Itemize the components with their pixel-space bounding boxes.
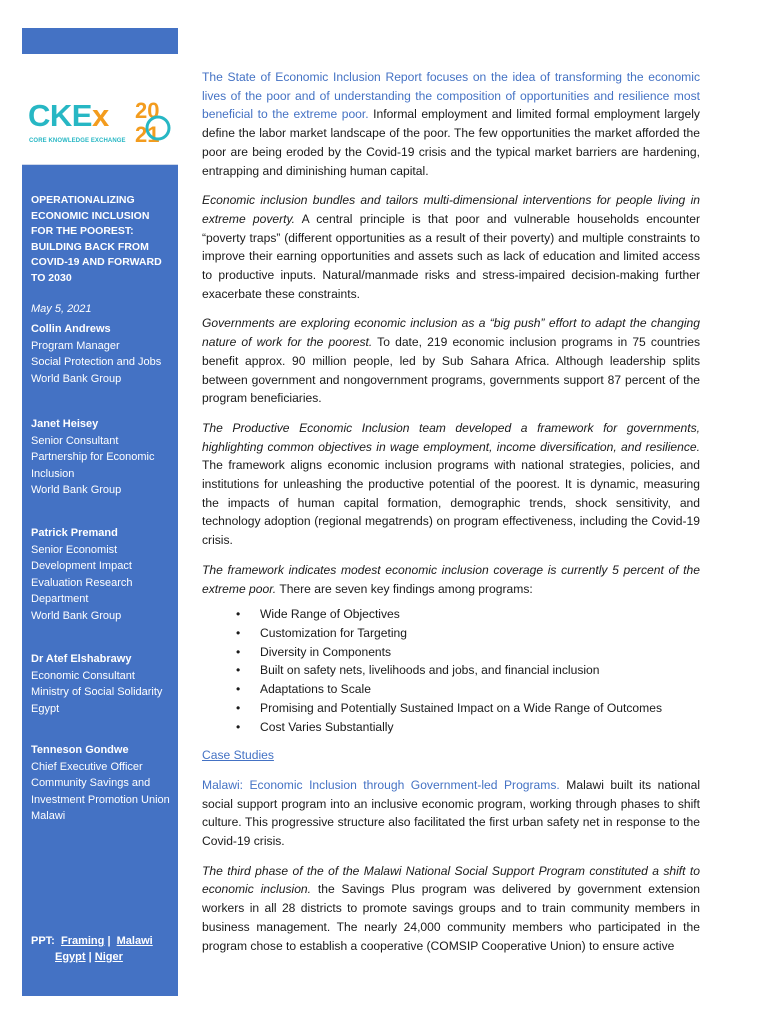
paragraph-coverage: The framework indicates modest economic inclusion coverage is currently 5 percent of the extreme poor. There are seven key findings among programs: bbox=[202, 562, 700, 596]
ppt-link-framing[interactable]: Framing bbox=[60, 935, 105, 947]
list-item: • Diversity in Components bbox=[202, 643, 700, 662]
logo-year-mark bbox=[134, 98, 174, 152]
svg-text:20: 20 bbox=[135, 98, 160, 123]
logo-wordmark: CKEx bbox=[28, 98, 109, 133]
paragraph-bundles: Economic inclusion bundles and tailors multi-dimensional interventions for people living in extreme poverty. A central principle is that poor and vulnerable households encounter “poverty traps” (different opportunities as a result of their poverty) and multiple constraints to improve their earning opportunities and assets such as lack of education and limited access to productive inputs. Natural/manmade risks and stress-impaired decision-making further exacerbate these constraints. bbox=[202, 193, 700, 301]
ppt-link-malawi[interactable]: Malawi bbox=[116, 935, 153, 947]
speaker-patrick-premand: Patrick Premand Senior Economist Development Impact Evaluation Research Department World Bank Group bbox=[31, 527, 133, 622]
paragraph-framework: The Productive Economic Inclusion team developed a framework for governments, highlighting common objectives in wage employment, income diversification, and resilience. The framework aligns economic inclusion programs with national strategies, policies, and institutions for unleashing the productive potential of the poorest. It is dynamic, measuring the impacts of human capital formation, demographic trends, shock sensitivity, and technology adoption (regional megatrends) on program effectiveness, including the Covid-19 crisis. bbox=[202, 420, 700, 548]
document-body bbox=[202, 68, 700, 966]
paragraph-governments: Governments are exploring economic inclusion as a “big push” effort to adapt the changing nature of work for the poorest. To date, 219 economic inclusion programs in 75 countries benefit approx. 90 million people, led by Sub Sahara Africa. Although leadership splits between government and nongovernment programs, governments support 87 percent of the program beneficiaries. bbox=[202, 316, 700, 406]
paragraph-malawi-phase: The third phase of the of the Malawi National Social Support Program constituted a shift to economic inclusion. the Savings Plus program was delivered by government extension workers in all 28 districts to promote savings groups and to train community members in business management. The nearly 24,000 community members who participated in the program chose to establish a cooperative (COMSIP Cooperative Union) to ensure active bbox=[202, 863, 700, 953]
ppt-links: PPT: Framing | Malawi Egypt | Niger bbox=[31, 935, 153, 963]
paragraph-report-intro: The State of Economic Inclusion Report focuses on the idea of transforming the economic lives of the poor and of understanding the composition of opportunities and resilience most beneficial to the extreme poor. Informal employment and limited formal employment largely define the labor market landscape of the poor. The few opportunities the market afforded the poor are being eroded by the Covid-19 crisis and the typical market barriers are hardening, entrapping and diminishing human capital. bbox=[202, 70, 700, 178]
event-title: OPERATIONALIZING ECONOMIC INCLUSION FOR THE POOREST: BUILDING BACK FROM COVID-19 AND FORWARD TO 2030 bbox=[31, 194, 162, 284]
speaker-janet-heisey: Janet Heisey Senior Consultant Partnership for Economic Inclusion World Bank Group bbox=[31, 418, 155, 496]
paragraph-malawi: Malawi: Economic Inclusion through Government-led Programs. Malawi built its national social support program into an inclusive economic program, working through phases to shift culture. This progressive structure also facilitated the first urban safety net in response to the Covid-19 crisis. bbox=[202, 777, 701, 849]
speaker-atef-elshabrawy: Dr Atef Elshabrawy Economic Consultant Ministry of Social Solidarity Egypt bbox=[31, 653, 163, 715]
list-item: • Cost Varies Substantially bbox=[202, 718, 700, 737]
list-item: • Built on safety nets, livelihoods and jobs, and financial inclusion bbox=[202, 661, 700, 680]
list-item: • Adaptations to Scale bbox=[202, 680, 700, 699]
list-item: • Promising and Potentially Sustained Impact on a Wide Range of Outcomes bbox=[202, 699, 700, 718]
logo-subtitle: CORE KNOWLEDGE EXCHANGE bbox=[29, 138, 126, 144]
svg-text:21: 21 bbox=[135, 122, 160, 147]
event-date: May 5, 2021 bbox=[31, 303, 92, 315]
list-item: • Wide Range of Objectives bbox=[202, 605, 700, 624]
ckex-logo bbox=[22, 54, 178, 165]
speaker-collin-andrews: Collin Andrews Program Manager Social Protection and Jobs World Bank Group bbox=[31, 323, 162, 385]
key-findings-list bbox=[202, 605, 700, 736]
list-item: • Customization for Targeting bbox=[202, 624, 700, 643]
ppt-link-egypt[interactable]: Egypt bbox=[55, 951, 86, 963]
speaker-tenneson-gondwe: Tenneson Gondwe Chief Executive Officer Community Savings and Investment Promotion Union Malawi bbox=[31, 744, 170, 822]
case-studies-heading[interactable]: Case Studies bbox=[202, 748, 274, 763]
ppt-link-niger[interactable]: Niger bbox=[94, 951, 123, 963]
sidebar bbox=[22, 28, 178, 996]
